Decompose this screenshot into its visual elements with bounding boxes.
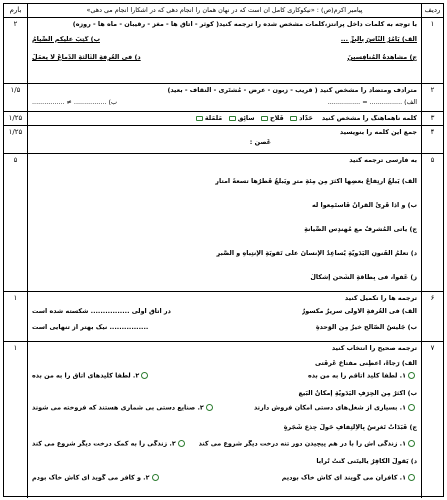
item-c: ج) مشاهدةُ المُنافِسینَ <box>347 54 417 61</box>
choice-b2: ۲. صنایع دستی بی شماری هستند که فروخته می شوند <box>32 404 204 412</box>
question-number: ۲ <box>421 84 443 111</box>
question-number: ۳ <box>421 112 443 125</box>
row-label: ردیف <box>421 4 443 17</box>
score-label: بارم <box>4 4 28 17</box>
question-5 <box>4 154 443 292</box>
choice-c1: ۱. زندگی اش را با در هم پیچیدن دور تنه درخت دیگر شروع می کند <box>198 440 406 448</box>
radio-d1[interactable] <box>408 474 415 481</box>
sentence-e: ز) عَفواً، فی بِطاقةِ الشَّحنِ إشکالٌ <box>310 274 417 281</box>
sentence-c: ج) یأتی المُشرِفُ مع مُهندِسِ الصِّیانةِ <box>304 226 417 233</box>
radio-b1[interactable] <box>408 404 415 411</box>
radio-d2[interactable] <box>152 474 159 481</box>
exam-sheet <box>3 3 444 497</box>
question-1 <box>4 18 443 84</box>
choice-c2: ۲. زندگی را به کمک درخت دیگر شروع می کند <box>32 440 176 448</box>
radio-b2[interactable] <box>206 404 213 411</box>
question-number: ۵ <box>421 154 443 291</box>
question-6 <box>4 292 443 342</box>
question-prompt: به فارسی ترجمه کنید <box>349 157 417 164</box>
choice-a2: ۲. لطفا کلیدهای اتاق را به من بده <box>32 372 140 380</box>
item-c-arabic: ج) فَبَدَأتْ تَغرِسُ بِالاِلتِفافِ حَولَ جِذعِ شَجَرةٍ <box>283 424 417 431</box>
checkbox[interactable] <box>290 116 297 121</box>
question-4 <box>4 126 443 154</box>
radio-c2[interactable] <box>178 440 185 447</box>
option-3: سائِق <box>237 115 255 122</box>
translation-a[interactable]: در اتاق اولی ................ شکسته شده است <box>32 308 171 315</box>
question-prompt: ترجمه ها را تکمیل کنید <box>344 295 417 302</box>
question-score: ۱ <box>4 292 28 341</box>
sentence-b: ب) و اذا قُرِئَ القرآنُ فَاستَمِعوا لَه <box>312 202 417 209</box>
item-b-arabic: ب) أکثرُ مِن الحِرَفِ الیَدَویَّةِ إمکانُ البَیعِ <box>298 390 417 397</box>
option-1: حَدّاد <box>299 115 313 122</box>
radio-a1[interactable] <box>408 372 415 379</box>
sentence-b: ب) جَلیسُ الصّالحِ خیرٌ مِن الوَحدةِ <box>315 324 417 331</box>
question-score: ۱/۵ <box>4 84 28 111</box>
question-prompt: کلمه ناهماهنگ را مشخص کنید <box>321 115 417 122</box>
choice-b1: ۱. بسیاری از شغل‌های دستی امکان فروش دارند <box>253 404 406 412</box>
question-score: ۲ <box>4 18 28 83</box>
checkbox[interactable] <box>229 116 236 121</box>
item-d-arabic: د) یَقولُ الکافِرُ یالَیتَنی کُنتُ تُراباً <box>316 458 417 465</box>
question-prompt: ترجمه صحیح را انتخاب کنید <box>331 345 417 352</box>
word-label: غُصن : <box>249 139 271 146</box>
blank-b[interactable]: ب) ................ ≠ ................ <box>32 99 117 106</box>
choice-a1: ۱. لطفا کلید اتاقم را به من بده <box>307 372 406 380</box>
item-d: د) فی الغُرفةِ الثّالثةِ الدِّماغُ لا یعمَلُ <box>32 54 141 61</box>
question-prompt: با توجه به کلمات داخل پرانتز،کلمات مشخص شده را ترجمه کنید( کوثر - اتاق ها - مغز - رقیبان - ماه ها - روزه) <box>72 21 417 28</box>
option-2: فَلّاح <box>270 115 284 122</box>
question-score: ۱ <box>4 342 28 498</box>
radio-c1[interactable] <box>408 440 415 447</box>
question-prompt: جمع این کلمه را بنویسید <box>339 129 417 136</box>
question-7 <box>4 342 443 498</box>
question-number: ۶ <box>421 292 443 341</box>
question-number: ۷ <box>421 342 443 498</box>
sentence-d: د) تعلَمُ الفُنونِ الیَدَویَّةِ یُساعِدُ الإنسانَ علی تَقویَةِ الإنتِباهِ و الصَّبرِ <box>216 250 417 257</box>
item-a-arabic: الف) رَجاءً، أعطِنی مفتاحَ غُرفَتی <box>314 360 417 367</box>
item-b: ب) کُتِبَ علیکم الصِّیامُ <box>32 36 100 43</box>
question-number: ۱ <box>421 18 443 83</box>
sentence-a: الف) فی الغُرفةِ الاولی سریرٌ مکسورٌ <box>301 308 417 315</box>
checkbox[interactable] <box>261 116 268 121</box>
question-score: ۱/۲۵ <box>4 126 28 153</box>
question-prompt: مترادف ومتضاد را مشخص کنید ( قریب - زبون - عرض - مُشتَری - النقاف - بعید) <box>167 87 417 94</box>
checkbox[interactable] <box>196 116 203 121</box>
radio-a2[interactable] <box>141 372 148 379</box>
question-3 <box>4 112 443 126</box>
question-score: ۱/۲۵ <box>4 112 28 125</box>
header-row <box>4 4 443 18</box>
blank-a[interactable]: الف) ................ = ................ <box>327 99 417 106</box>
sentence-a: الف) یَبلُغُ ارتِفاعُ بعضِها اکثرَ مِن مِئةِ مترٍ ویَبلُغُ قُطرُها تسعةَ أمتارٍ <box>215 178 417 185</box>
choice-d1: ۱. کافران می گویند ای کاش خاک بودیم <box>281 474 406 482</box>
item-a: الف) یَأمُرُ النّاسَ بِالْبِرِّ ... <box>340 36 417 43</box>
question-number: ۴ <box>421 126 443 153</box>
choice-d2: ۲. و کافر می گوید ای کاش خاک بودم <box>32 474 150 482</box>
instructions-text: پیامبر اکرم(ص) : «نیکوکاری کامل آن است که در نهان همان را انجام دهی که در آشکارا انجام می دهی» <box>86 7 363 14</box>
option-4: مَلْمَلة <box>204 115 223 122</box>
translation-b[interactable]: ................ نیک بهتر از تنهایی است <box>32 324 149 331</box>
question-score: ۵ <box>4 154 28 291</box>
question-2 <box>4 84 443 112</box>
